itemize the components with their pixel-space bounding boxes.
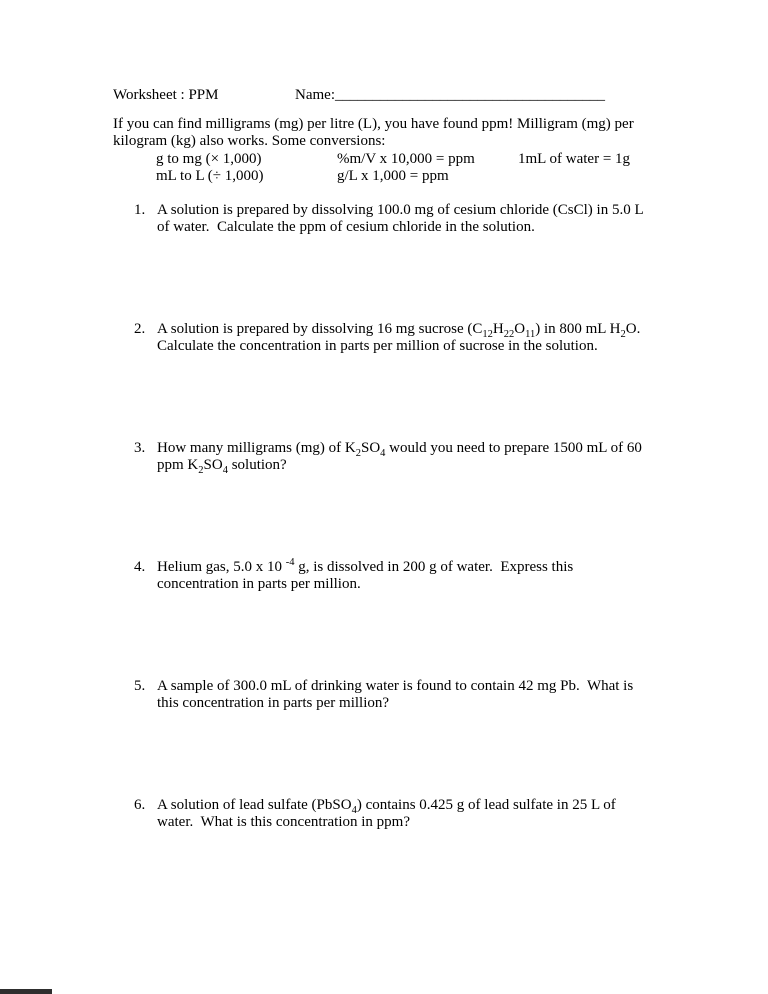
conversion-cell: mL to L (÷ 1,000)	[156, 168, 264, 184]
conversion-cell: %m/V x 10,000 = ppm	[337, 150, 475, 167]
question-number: 6.	[134, 796, 146, 813]
question-item	[134, 440, 655, 475]
question-number: 5.	[134, 677, 146, 694]
questions-list	[113, 202, 655, 832]
page-bottom-edge	[0, 989, 52, 994]
conversion-cell: g/L x 1,000 = ppm	[337, 168, 449, 184]
intro-text: If you can find milligrams (mg) per litre (L), you have found ppm! Milligram (mg) per kilogram (kg) also works. Some conversions:	[113, 115, 634, 149]
question-number: 4.	[134, 558, 146, 575]
question-item	[134, 321, 655, 356]
question-text: A solution of lead sulfate (PbSO$_4$) contains 0.425 g of lead sulfate in 25 L of water. What is this concentration in ppm?	[157, 796, 620, 830]
question-item	[134, 202, 655, 237]
question-text: A solution is prepared by dissolving 16 mg sucrose $(C_{12}H_{22}O_{11})$ in 800 mL $H_2O$. Calculate the concentration in parts per million of sucrose in the solution.	[157, 320, 645, 354]
question-number: 3.	[134, 439, 146, 456]
name-field	[295, 87, 605, 103]
conversion-cell: 1mL of water = 1g	[518, 150, 631, 167]
conversions-block	[113, 151, 655, 186]
conversion-cell	[518, 168, 655, 186]
question-text: A sample of 300.0 mL of drinking water is found to contain 42 mg Pb. What is this concentration in parts per million?	[157, 677, 637, 711]
question-text: A solution is prepared by dissolving 100.0 mg of cesium chloride (CsCl) in 5.0 L of water. Calculate the ppm of cesium chloride in the solution.	[157, 201, 647, 235]
conversion-row	[156, 168, 655, 186]
conversion-row	[156, 151, 655, 169]
question-item	[134, 556, 655, 594]
worksheet-content	[113, 87, 655, 832]
name-label: Name:	[295, 87, 335, 103]
conversion-cell: g to mg (× 1,000)	[156, 150, 262, 167]
question-text: Helium gas, 5.0 x 10 $^{-4}$ g, is dissolved in 200 g of water. Express this concentration in parts per million.	[157, 556, 577, 592]
question-text: How many milligrams (mg) of $K_2SO_4$ would you need to prepare 1500 mL of 60 ppm $K_2SO_4$ solution?	[157, 439, 646, 476]
header	[113, 87, 655, 105]
question-number: 2.	[134, 320, 146, 337]
question-item	[134, 797, 655, 832]
question-number: 1.	[134, 201, 146, 218]
question-item	[134, 678, 655, 713]
worksheet-title: Worksheet : PPM	[113, 87, 219, 103]
name-blank-line: ____________________________________	[334, 87, 605, 103]
